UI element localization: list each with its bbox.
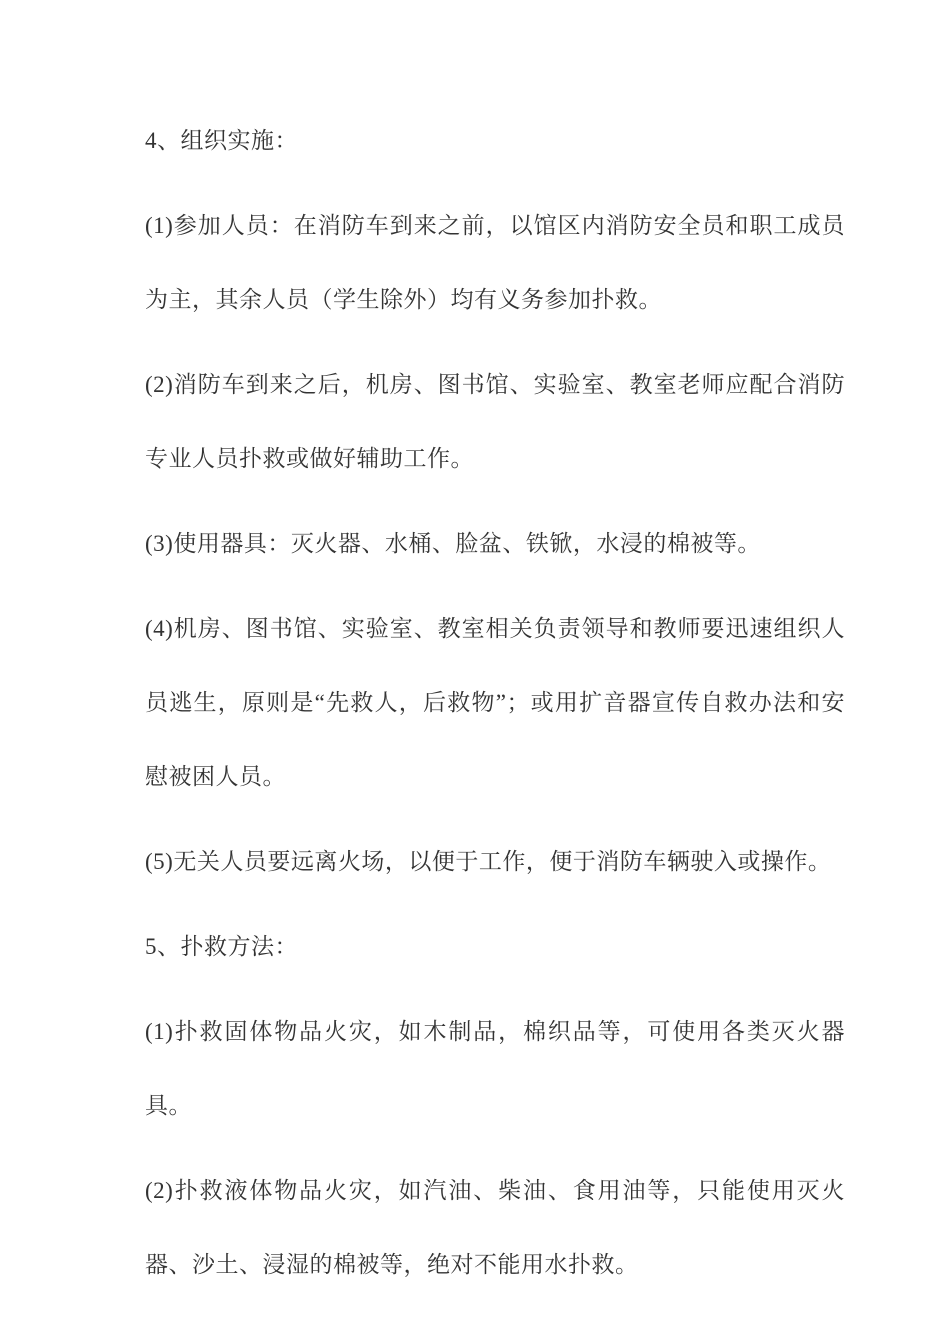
paragraph-4-item-4: (4)机房、图书馆、实验室、教室相关负责领导和教师要迅速组织人员逃生，原则是“先救人，后救物”；或用扩音器宣传自救办法和安慰被困人员。 [145,616,845,789]
paragraph-heading-5: 5、扑救方法： [145,934,298,959]
paragraph-4-item-1: (1)参加人员：在消防车到来之前，以馆区内消防安全员和职工成员为主，其余人员（学生除外）均有义务参加扑救。 [145,213,845,312]
paragraph-4-item-5: (5)无关人员要远离火场，以便于工作，便于消防车辆驶入或操作。 [145,849,832,874]
paragraph-heading-4: 4、组织实施： [145,128,298,153]
paragraph-5-item-2: (2)扑救液体物品火灾，如汽油、柴油、食用油等，只能使用灭火器、沙土、浸湿的棉被等，绝对不能用水扑救。 [145,1178,845,1277]
paragraph-4-item-2: (2)消防车到来之后，机房、图书馆、实验室、教室老师应配合消防专业人员扑救或做好辅助工作。 [145,372,845,471]
paragraph-5-item-1: (1)扑救固体物品火灾，如木制品，棉织品等，可使用各类灭火器具。 [145,1019,845,1118]
paragraph-4-item-3: (3)使用器具：灭火器、水桶、脸盆、铁锨，水浸的棉被等。 [145,531,761,556]
